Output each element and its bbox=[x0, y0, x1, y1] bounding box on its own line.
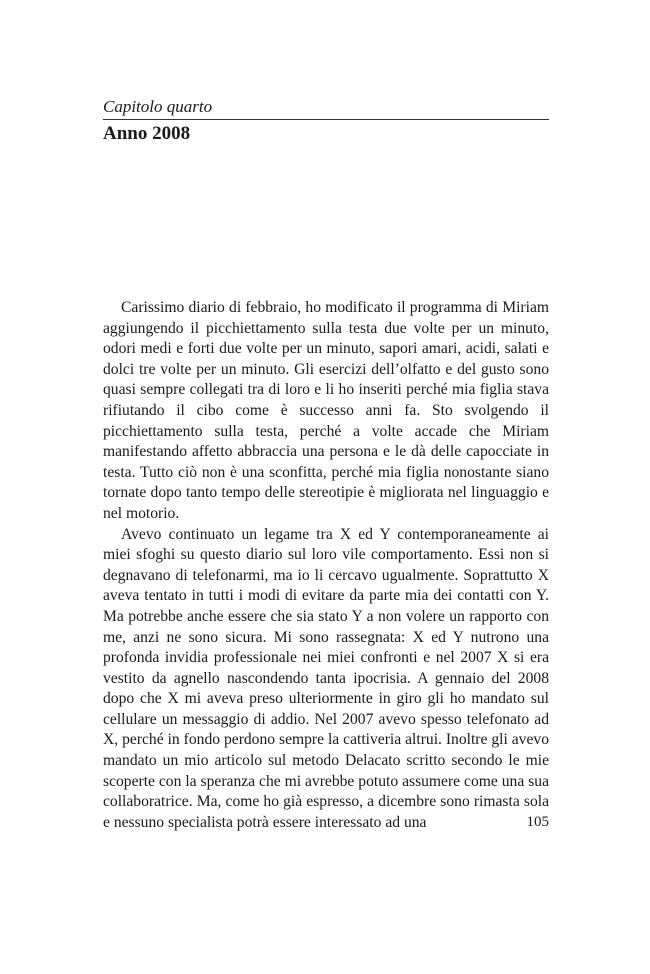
chapter-label: Capitolo quarto bbox=[103, 96, 549, 120]
body-text bbox=[103, 298, 549, 833]
page-number: 105 bbox=[526, 814, 549, 830]
paragraph: Avevo continuato un legame tra X ed Y contemporaneamente ai miei sfoghi su questo diario sul loro vile comportamento. Essi non si degnavano di telefonarmi, ma io li cercavo ugualmente. Soprattutto X aveva tentato in tutti i modi di evitare da parte mia dei contatti con Y. Ma potrebbe anche essere che sia stato Y a non volere un rapporto con me, anzi ne sono sicura. Mi sono rassegnata: X ed Y nutrono una profonda invidia professionale nei miei confronti e nel 2007 X si era vestito da agnello nascondendo tanta ipocrisia. A gennaio del 2008 dopo che X mi aveva preso ulteriormente in giro gli ho mandato sul cellulare un messaggio di addio. Nel 2007 avevo spesso telefonato ad X, perché in fondo perdono sempre la cattiveria altrui. Inoltre gli avevo mandato un mio articolo sul metodo Delacato scritto secondo le mie scoperte con la speranza che mi avrebbe potuto assumere come una sua collaboratrice. Ma, come ho già espresso, a dicembre sono rimasta sola e nessuno specialista potrà essere interessato ad una bbox=[103, 525, 549, 831]
paragraph: Carissimo diario di febbraio, ho modificato il programma di Miriam aggiungendo il picchiettamento sulla testa due volte per un minuto, odori medi e forti due volte per un minuto, sapori amari, acidi, salati e dolci tre volte per un minuto. Gli esercizi dell’olfatto e del gusto sono quasi sempre collegati tra di loro e li ho inseriti perché mia figlia stava rifiutando il cibo come è successo anni fa. Sto svolgendo il picchiettamento sulla testa, perché a volte accade che Miriam manifestando affetto abbraccia una persona e le dà delle capocciate in testa. Tutto ciò non è una sconfitta, perché mia figlia nonostante siano tornate dopo tanto tempo delle stereotipie è migliorata nel linguaggio e nel motorio. bbox=[103, 299, 549, 522]
chapter-title: Anno 2008 bbox=[103, 123, 191, 144]
chapter-header bbox=[103, 96, 549, 146]
